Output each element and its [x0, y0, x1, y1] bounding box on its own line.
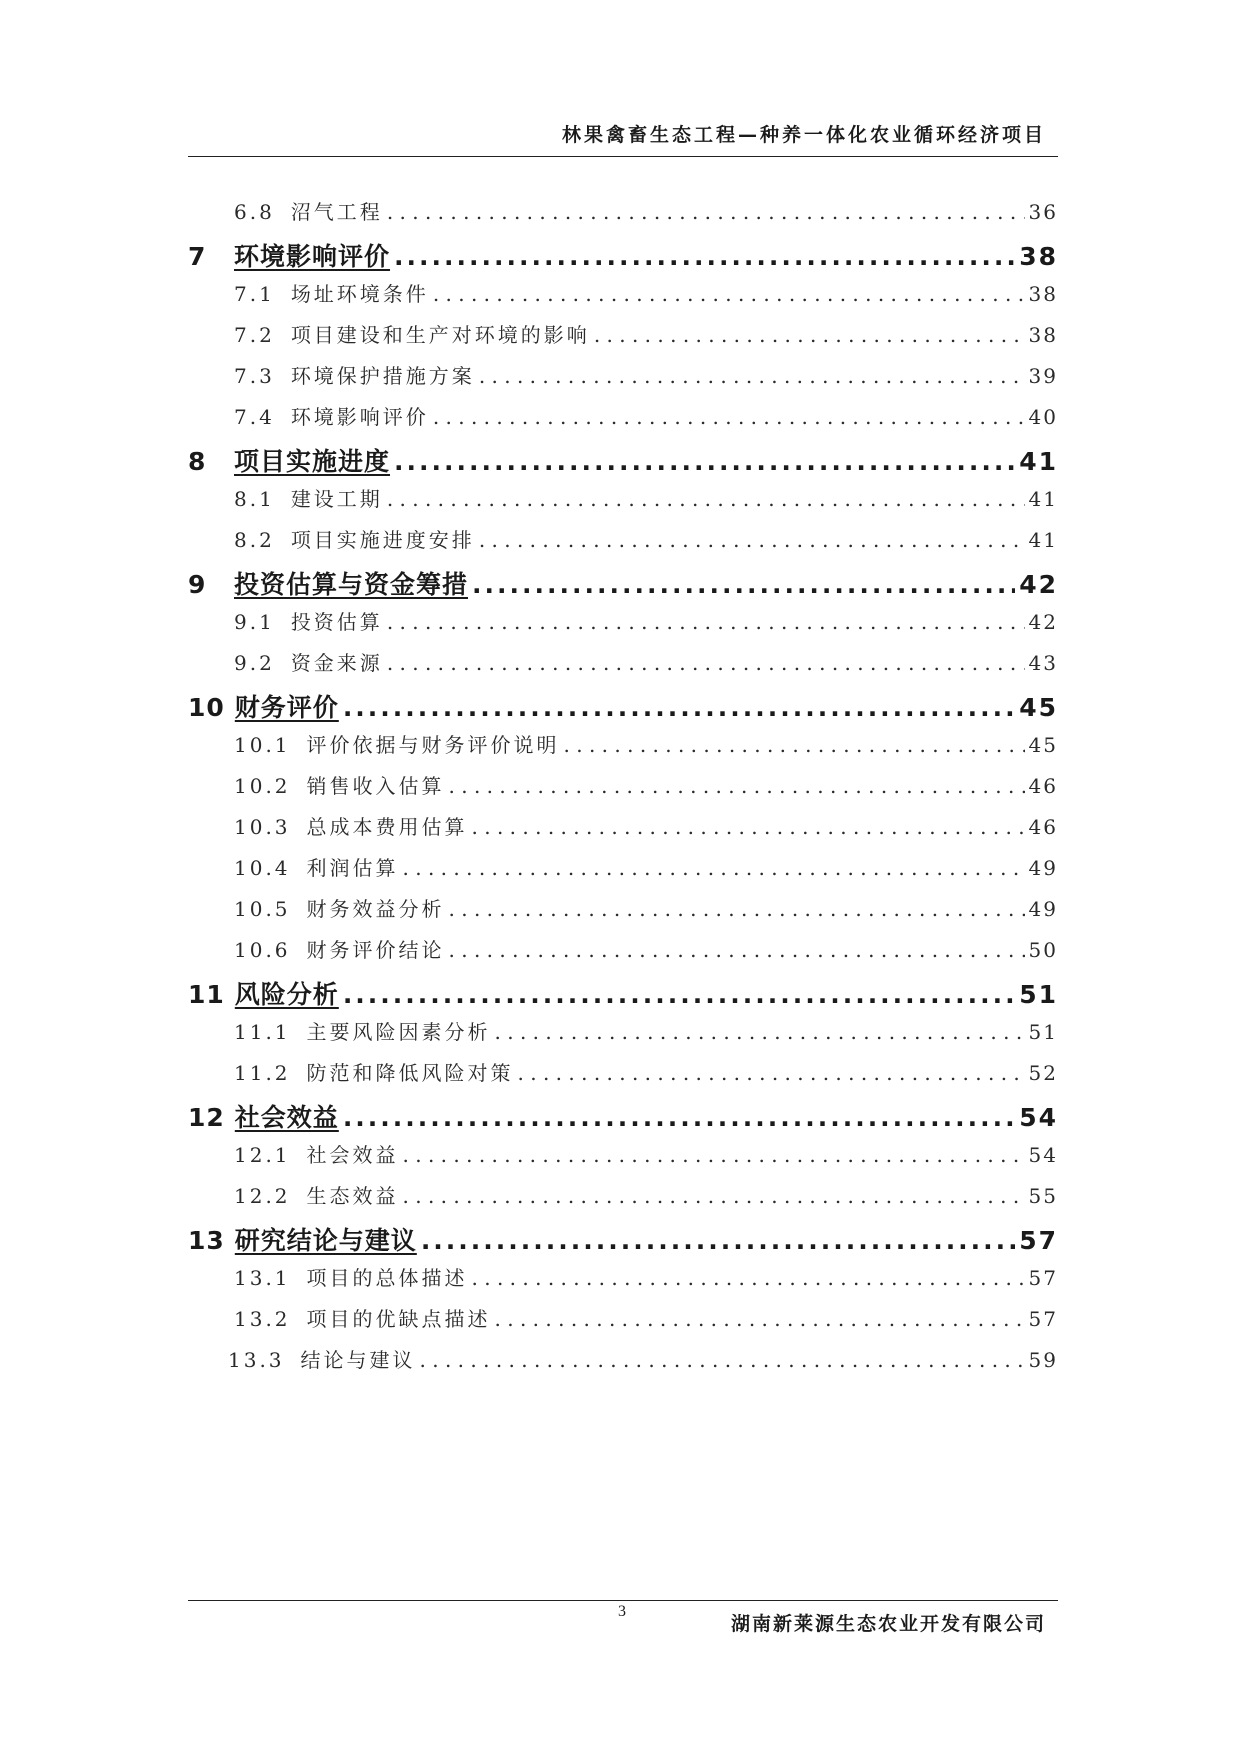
toc-entry-title: 利润估算 [306, 856, 399, 880]
toc-entry-title: 建设工期 [290, 487, 383, 511]
toc-entry-page: 54 [1019, 1103, 1058, 1132]
toc-section-entry[interactable] [234, 278, 1058, 307]
toc-entry-number: 10 [188, 693, 225, 722]
toc-entry-number: 9.1 [234, 610, 275, 634]
toc-entry-title: 财务评价结论 [306, 938, 445, 962]
toc-entry-number: 7.3 [234, 364, 275, 388]
toc-entry-number: 13.1 [234, 1266, 291, 1290]
toc-dot-leader [387, 610, 1025, 634]
toc-dot-leader [594, 323, 1025, 347]
toc-entry-title: 评价依据与财务评价说明 [306, 733, 560, 757]
toc-entry-title: 社会效益 [234, 1103, 339, 1132]
toc-entry-page: 45 [1019, 693, 1058, 722]
toc-chapter-entry[interactable] [188, 975, 1058, 1011]
toc-entry-page: 42 [1028, 610, 1058, 634]
toc-entry-heading [234, 196, 383, 225]
toc-entry-page: 41 [1028, 528, 1058, 552]
toc-entry-page: 49 [1028, 897, 1058, 921]
toc-entry-page: 39 [1028, 364, 1058, 388]
toc-entry-number: 8.1 [234, 487, 275, 511]
toc-entry-title: 投资估算与资金筹措 [234, 570, 469, 599]
toc-section-entry[interactable] [234, 606, 1058, 635]
toc-entry-number: 10.2 [234, 774, 291, 798]
toc-entry-heading [234, 647, 383, 676]
toc-chapter-entry[interactable] [188, 442, 1058, 478]
toc-chapter-entry[interactable] [188, 688, 1058, 724]
toc-entry-title: 项目的总体描述 [306, 1266, 468, 1290]
toc-entry-heading [234, 1139, 399, 1168]
toc-entry-heading [234, 483, 383, 512]
toc-entry-title: 场址环境条件 [290, 282, 429, 306]
company-name: 湖南新莱源生态农业开发有限公司 [730, 1613, 1046, 1635]
toc-section-entry[interactable] [234, 811, 1058, 840]
toc-entry-heading [234, 1303, 491, 1332]
toc-entry-heading [234, 524, 475, 553]
toc-entry-title: 财务效益分析 [306, 897, 445, 921]
toc-entry-page: 38 [1028, 323, 1058, 347]
toc-entry-title: 结论与建议 [300, 1348, 416, 1372]
toc-entry-number: 12 [188, 1103, 225, 1132]
toc-dot-leader [449, 897, 1025, 921]
toc-entry-page: 38 [1019, 242, 1058, 271]
toc-dot-leader [387, 200, 1025, 224]
toc-dot-leader [433, 282, 1025, 306]
toc-entry-page: 36 [1028, 200, 1058, 224]
toc-section-entry[interactable] [234, 483, 1058, 512]
toc-entry-number: 7.4 [234, 405, 275, 429]
toc-chapter-entry[interactable] [188, 1098, 1058, 1134]
toc-dot-leader [472, 1266, 1025, 1290]
toc-entry-page: 51 [1019, 980, 1058, 1009]
toc-dot-leader [449, 938, 1025, 962]
toc-entry-page: 57 [1028, 1307, 1058, 1331]
toc-section-entry[interactable] [234, 1180, 1058, 1209]
toc-entry-title: 生态效益 [306, 1184, 399, 1208]
toc-entry-number: 11 [188, 980, 225, 1009]
toc-entry-page: 59 [1028, 1348, 1058, 1372]
toc-entry-number: 13.2 [234, 1307, 291, 1331]
toc-entry-page: 40 [1028, 405, 1058, 429]
toc-entry-title: 环境影响评价 [290, 405, 429, 429]
toc-dot-leader [343, 693, 1015, 722]
toc-entry-page: 38 [1028, 282, 1058, 306]
toc-entry-heading [234, 606, 383, 635]
toc-section-entry[interactable] [234, 1057, 1058, 1086]
toc-entry-number: 7.1 [234, 282, 275, 306]
toc-entry-heading [234, 1262, 468, 1291]
toc-dot-leader [449, 774, 1025, 798]
toc-dot-leader [433, 405, 1025, 429]
toc-entry-heading [234, 934, 445, 963]
toc-entry-page: 46 [1028, 815, 1058, 839]
toc-entry-heading [188, 1221, 417, 1257]
toc-entry-number: 10.6 [234, 938, 291, 962]
page-header [188, 112, 1058, 157]
toc-dot-leader [479, 364, 1025, 388]
toc-section-entry[interactable] [234, 1262, 1058, 1291]
toc-entry-page: 42 [1019, 570, 1058, 599]
toc-dot-leader [387, 487, 1025, 511]
toc-section-entry[interactable] [234, 893, 1058, 922]
toc-entry-title: 销售收入估算 [306, 774, 445, 798]
toc-entry-page: 54 [1028, 1143, 1058, 1167]
page-footer [188, 1600, 1058, 1651]
toc-section-entry[interactable] [234, 770, 1058, 799]
toc-entry-heading [188, 442, 390, 478]
toc-entry-number: 9.2 [234, 651, 275, 675]
toc-entry-page: 41 [1019, 447, 1058, 476]
toc-entry-heading [234, 770, 445, 799]
toc-entry-heading [188, 688, 339, 724]
toc-dot-leader [518, 1061, 1025, 1085]
toc-entry-heading [234, 811, 468, 840]
toc-dot-leader [403, 1143, 1025, 1167]
toc-entry-title: 主要风险因素分析 [306, 1020, 491, 1044]
toc-entry-heading [234, 729, 560, 758]
toc-entry-heading [188, 565, 468, 601]
toc-entry-number: 11.2 [234, 1061, 291, 1085]
toc-entry-page: 57 [1019, 1226, 1058, 1255]
toc-entry-number: 10.1 [234, 733, 291, 757]
toc-entry-number: 13.3 [228, 1348, 285, 1372]
toc-entry-number: 7 [188, 242, 207, 271]
toc-entry-page: 43 [1028, 651, 1058, 675]
toc-section-entry[interactable] [234, 401, 1058, 430]
toc-entry-number: 12.2 [234, 1184, 291, 1208]
toc-entry-title: 研究结论与建议 [234, 1226, 417, 1255]
toc-entry-heading [228, 1344, 416, 1373]
toc-entry-page: 52 [1028, 1061, 1058, 1085]
toc-entry-page: 45 [1028, 733, 1058, 757]
toc-entry-title: 项目建设和生产对环境的影响 [290, 323, 590, 347]
toc-entry-number: 6.8 [234, 200, 275, 224]
toc-section-entry[interactable] [234, 1303, 1058, 1332]
toc-entry-page: 49 [1028, 856, 1058, 880]
toc-dot-leader [495, 1307, 1025, 1331]
toc-entry-page: 51 [1028, 1020, 1058, 1044]
toc-chapter-entry[interactable] [188, 237, 1058, 273]
toc-entry-title: 项目实施进度安排 [290, 528, 475, 552]
table-of-contents [188, 196, 1058, 1536]
toc-dot-leader [479, 528, 1025, 552]
toc-section-entry[interactable] [234, 852, 1058, 881]
toc-section-entry[interactable] [234, 196, 1058, 225]
toc-section-entry[interactable] [234, 360, 1058, 389]
toc-entry-heading [234, 278, 429, 307]
toc-entry-heading [234, 893, 445, 922]
toc-entry-heading [234, 401, 429, 430]
toc-entry-number: 9 [188, 570, 207, 599]
toc-entry-number: 12.1 [234, 1143, 291, 1167]
toc-section-entry[interactable] [234, 1016, 1058, 1045]
toc-entry-number: 8.2 [234, 528, 275, 552]
toc-dot-leader [343, 1103, 1015, 1132]
toc-entry-heading [188, 237, 390, 273]
toc-dot-leader [394, 242, 1015, 271]
toc-entry-title: 防范和降低风险对策 [306, 1061, 514, 1085]
toc-dot-leader [394, 447, 1015, 476]
toc-section-entry[interactable] [234, 729, 1058, 758]
toc-dot-leader [421, 1226, 1015, 1255]
document-title: 林果禽畜生态工程—种养一体化农业循环经济项目 [561, 124, 1046, 146]
toc-entry-page: 57 [1028, 1266, 1058, 1290]
toc-dot-leader [403, 856, 1025, 880]
toc-entry-title: 投资估算 [290, 610, 383, 634]
toc-entry-title: 环境影响评价 [234, 242, 391, 271]
toc-entry-heading [188, 1098, 339, 1134]
toc-entry-heading [234, 1180, 399, 1209]
toc-section-entry[interactable] [234, 319, 1058, 348]
toc-entry-heading [234, 319, 590, 348]
toc-entry-page: 50 [1028, 938, 1058, 962]
toc-entry-number: 13 [188, 1226, 225, 1255]
toc-entry-number: 10.4 [234, 856, 291, 880]
toc-entry-number: 10.5 [234, 897, 291, 921]
toc-entry-heading [188, 975, 339, 1011]
toc-entry-number: 7.2 [234, 323, 275, 347]
toc-chapter-entry[interactable] [188, 565, 1058, 601]
toc-entry-title: 财务评价 [234, 693, 339, 722]
toc-dot-leader [495, 1020, 1025, 1044]
toc-section-entry[interactable] [234, 934, 1058, 963]
toc-dot-leader [564, 733, 1025, 757]
toc-entry-page: 46 [1028, 774, 1058, 798]
toc-entry-title: 总成本费用估算 [306, 815, 468, 839]
toc-entry-heading [234, 1016, 491, 1045]
toc-entry-number: 11.1 [234, 1020, 291, 1044]
toc-chapter-entry[interactable] [188, 1221, 1058, 1257]
toc-dot-leader [403, 1184, 1025, 1208]
toc-dot-leader [420, 1348, 1025, 1372]
page-number: 3 [618, 1603, 626, 1620]
toc-dot-leader [387, 651, 1025, 675]
toc-entry-page: 55 [1028, 1184, 1058, 1208]
toc-section-entry[interactable] [234, 524, 1058, 553]
toc-section-entry[interactable] [234, 1139, 1058, 1168]
toc-section-entry[interactable] [228, 1344, 1058, 1373]
toc-entry-title: 资金来源 [290, 651, 383, 675]
toc-entry-heading [234, 1057, 514, 1086]
toc-entry-title: 沼气工程 [290, 200, 383, 224]
toc-section-entry[interactable] [234, 647, 1058, 676]
toc-entry-title: 环境保护措施方案 [290, 364, 475, 388]
toc-entry-number: 10.3 [234, 815, 291, 839]
toc-entry-title: 项目的优缺点描述 [306, 1307, 491, 1331]
toc-entry-heading [234, 360, 475, 389]
toc-entry-page: 41 [1028, 487, 1058, 511]
toc-entry-title: 风险分析 [234, 980, 339, 1009]
toc-entry-heading [234, 852, 399, 881]
toc-entry-number: 8 [188, 447, 207, 476]
toc-dot-leader [472, 815, 1025, 839]
toc-dot-leader [472, 570, 1015, 599]
toc-entry-title: 社会效益 [306, 1143, 399, 1167]
toc-dot-leader [343, 980, 1015, 1009]
toc-entry-title: 项目实施进度 [234, 447, 391, 476]
